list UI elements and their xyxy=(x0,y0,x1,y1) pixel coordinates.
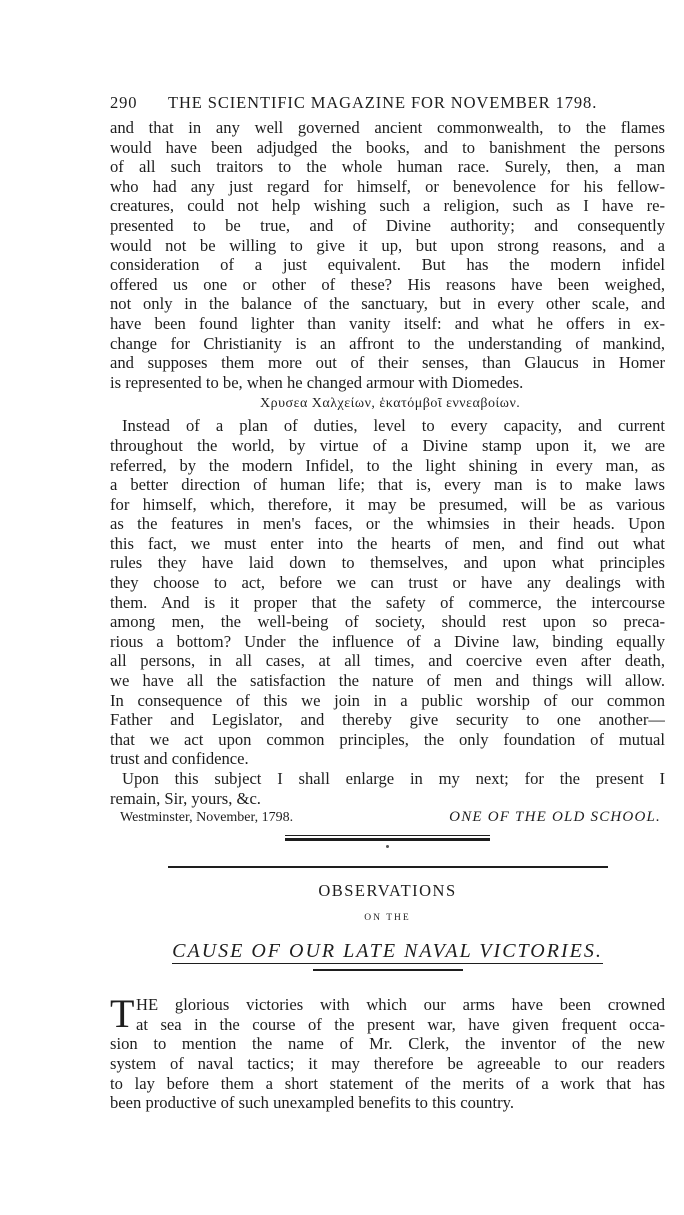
text-line: to lay before them a short statement of the merits of a work that has xyxy=(110,1073,665,1093)
text-line: for himself, which, therefore, it may be presumed, will be as various xyxy=(110,494,665,514)
text-line: we have all the satisfaction the nature of men and things will allow. xyxy=(110,671,665,691)
text-line: trust and confidence. xyxy=(110,749,249,769)
text-line: all persons, in all cases, at all times, and coercive even after death, xyxy=(110,651,665,671)
page xyxy=(110,88,665,1113)
text-line: sion to mention the name of Mr. Clerk, the inventor of the new xyxy=(110,1034,665,1054)
text-line: among men, the well-being of society, should rest upon so preca- xyxy=(110,612,665,632)
section-rule xyxy=(168,866,608,868)
text-line: is represented to be, when he changed armour with Diomedes. xyxy=(110,372,524,392)
paragraph-continuation xyxy=(110,118,665,392)
text-line: been productive of such unexampled benefits to this country. xyxy=(110,1093,514,1113)
running-title: THE SCIENTIFIC MAGAZINE FOR NOVEMBER 1798. xyxy=(168,93,598,112)
text-line: have been found lighter than vanity itself: and what he offers in ex- xyxy=(110,313,665,333)
text-line: consideration of a just equivalent. But has the modern infidel xyxy=(110,255,665,275)
text-line: rules they have laid down to themselves, and upon what principles xyxy=(110,553,665,573)
text-line: Upon this subject I shall enlarge in my next; for the present I xyxy=(122,769,665,788)
text-line: who had any just regard for himself, or benevolence for his fellow- xyxy=(110,176,665,196)
text-line: throughout the world, by virtue of a Divine stamp upon it, we are xyxy=(110,435,665,455)
section-heading: OBSERVATIONS xyxy=(318,881,457,901)
text-line: and that in any well governed ancient commonwealth, to the flames xyxy=(110,118,665,137)
double-rule-divider xyxy=(285,835,490,841)
text-line: change for Christianity is an affront to the understanding of mankind, xyxy=(110,333,665,353)
place-date: Westminster, November, 1798. xyxy=(120,810,294,826)
text-line: this fact, we must enter into the hearts of men, and find out what xyxy=(110,533,665,553)
signoff xyxy=(110,808,665,827)
paragraph-closing xyxy=(110,769,665,808)
text-line: Instead of a plan of duties, level to every capacity, and current xyxy=(122,416,665,436)
text-line: at sea in the course of the present war, have given frequent occa- xyxy=(136,1014,665,1034)
title-rule xyxy=(313,969,463,971)
text-line: offered us one or other of these? His reasons have been weighed, xyxy=(110,274,665,294)
text-line: they choose to act, before we can trust or have any dealings with xyxy=(110,573,665,593)
greek-quotation: Χρυσεα Χαλχείων, ἑκατόμβοῖ εννεαβοίων. xyxy=(260,396,521,412)
page-number: 290 xyxy=(110,93,138,112)
text-line: not only in the balance of the sanctuary, but in every other scale, and xyxy=(110,294,665,314)
text-line: of all such traitors to the whole human race. Surely, then, a man xyxy=(110,157,665,177)
section-connector: ON THE xyxy=(364,913,411,924)
article-title xyxy=(110,938,665,964)
text-line: creatures, could not help wishing such a religion, such as I have re- xyxy=(110,196,665,216)
text-line: them. And is it proper that the safety of commerce, the intercourse xyxy=(110,592,665,612)
text-line: HE glorious victories with which our arms have been crowned xyxy=(136,995,665,1015)
text-line: and supposes them more out of their senses, than Glaucus in Homer xyxy=(110,353,665,373)
running-header xyxy=(110,88,665,118)
article-title-text: CAUSE OF OUR LATE NAVAL VICTORIES. xyxy=(172,940,603,963)
text-line: remain, Sir, yours, &c. xyxy=(110,788,261,808)
ornament-dot xyxy=(386,845,389,848)
drop-cap: T xyxy=(110,991,135,1037)
paragraph-article-opening xyxy=(110,991,665,1113)
text-line: that we act upon common principles, the only foundation of mutual xyxy=(110,729,665,749)
text-line: a better direction of human life; that is, every man is to make laws xyxy=(110,475,665,495)
paragraph-duties xyxy=(110,416,665,769)
text-line: would not be willing to give it up, but upon strong reasons, and a xyxy=(110,235,665,255)
text-line: Father and Legislator, and thereby give security to one another— xyxy=(110,710,665,730)
text-line: In consequence of this we join in a public worship of our common xyxy=(110,690,665,710)
text-line: rious a bottom? Under the influence of a Divine law, binding equally xyxy=(110,631,665,651)
text-line: would have been adjudged the books, and to banishment the persons xyxy=(110,137,665,157)
text-line: system of naval tactics; it may therefore be agreeable to our readers xyxy=(110,1053,665,1073)
text-line: as the features in men's faces, or the whimsies in their heads. Upon xyxy=(110,514,665,534)
text-line: referred, by the modern Infidel, to the light shining in every man, as xyxy=(110,455,665,475)
signature: ONE OF THE OLD SCHOOL. xyxy=(449,809,661,826)
text-line: presented to be true, and of Divine authority; and consequently xyxy=(110,215,665,235)
